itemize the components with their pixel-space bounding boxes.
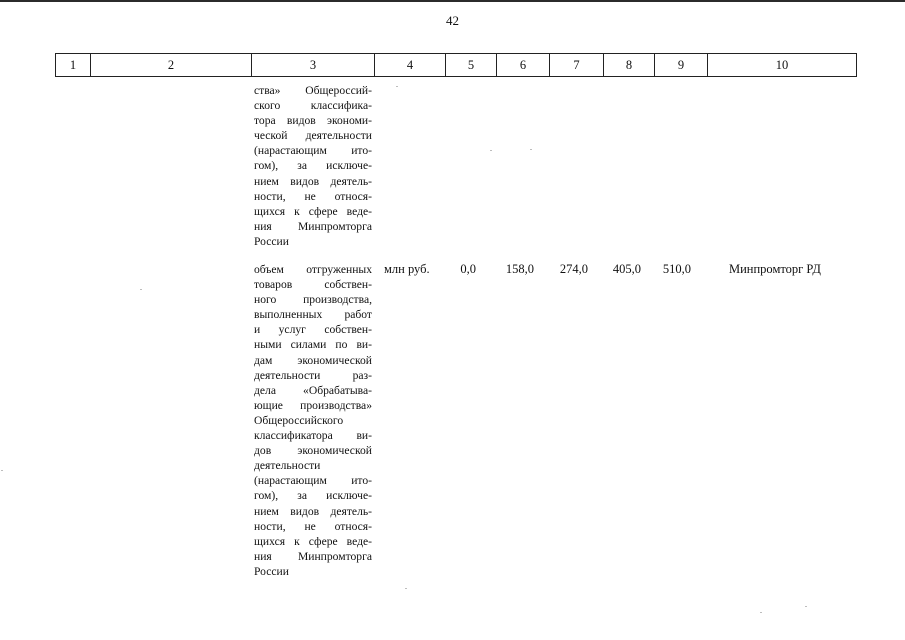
scan-speck [760, 612, 762, 613]
description-line: ности, не относя- [254, 189, 372, 203]
row-2-unit: млн руб. [384, 262, 430, 276]
scan-speck [405, 588, 407, 589]
description-line: товаров собствен- [254, 278, 372, 292]
description-line: ческой деятельности [254, 129, 372, 143]
description-line: дам экономической [254, 353, 372, 367]
description-line: ющие производства» [254, 398, 372, 412]
page-top-border [0, 0, 905, 2]
column-number-header [55, 53, 857, 77]
header-col-2: 2 [91, 54, 252, 77]
description-line: ными силами по ви- [254, 338, 372, 352]
description-line: и услуг собствен- [254, 323, 372, 337]
scan-speck [396, 86, 398, 87]
header-row [56, 54, 857, 77]
description-line: дов экономической [254, 444, 372, 458]
description-line: щихся к сфере веде- [254, 534, 372, 548]
description-line: дела «Обрабатыва- [254, 383, 372, 397]
description-line: нием видов деятель- [254, 174, 372, 188]
description-line: ского классифика- [254, 99, 372, 113]
description-line: Общероссийского [254, 413, 344, 427]
page-number: 42 [446, 13, 459, 28]
row-2-value-col-8: 405,0 [612, 262, 641, 276]
description-line: деятельности [254, 459, 321, 473]
header-col-7: 7 [550, 54, 604, 77]
description-line: ния Минпромторга [254, 219, 372, 233]
row-1-indicator-description [254, 83, 372, 249]
description-line: ности, не относя- [254, 519, 372, 533]
description-line: России [254, 564, 289, 578]
description-line: тора видов экономи- [254, 114, 372, 128]
header-col-8: 8 [604, 54, 655, 77]
header-col-3: 3 [252, 54, 375, 77]
description-line: щихся к сфере веде- [254, 204, 372, 218]
description-line: (нарастающим ито- [254, 144, 372, 158]
scan-speck [1, 470, 3, 471]
row-2-value-col-5: 0,0 [460, 262, 476, 276]
header-col-6: 6 [497, 54, 550, 77]
description-line: ства» Общероссий- [254, 84, 372, 97]
description-line: гом), за исключе- [254, 489, 372, 503]
row-2-responsible-body: Минпромторг РД [729, 262, 821, 276]
description-line: объем отгруженных [254, 263, 372, 276]
description-line: деятельности раз- [254, 368, 372, 382]
row-2-value-col-7: 274,0 [559, 262, 588, 276]
scan-speck [490, 150, 492, 151]
description-line: (нарастающим ито- [254, 474, 372, 488]
description-line: выполненных работ [254, 308, 372, 322]
header-col-5: 5 [446, 54, 497, 77]
header-col-10: 10 [708, 54, 857, 77]
scan-speck [140, 289, 142, 290]
row-2-value-col-6: 158,0 [505, 262, 534, 276]
description-line: гом), за исключе- [254, 159, 372, 173]
description-line: ния Минпромторга [254, 549, 372, 563]
header-col-9: 9 [655, 54, 708, 77]
scan-speck [530, 149, 532, 150]
description-line: классификатора ви- [254, 429, 372, 443]
header-col-1: 1 [56, 54, 91, 77]
row-2-indicator-description [254, 262, 372, 579]
description-line: нием видов деятель- [254, 504, 372, 518]
description-line: России [254, 234, 289, 248]
header-col-4: 4 [375, 54, 446, 77]
description-line: ного производства, [254, 293, 372, 307]
row-2-value-col-9: 510,0 [662, 262, 691, 276]
scan-speck [805, 606, 807, 607]
